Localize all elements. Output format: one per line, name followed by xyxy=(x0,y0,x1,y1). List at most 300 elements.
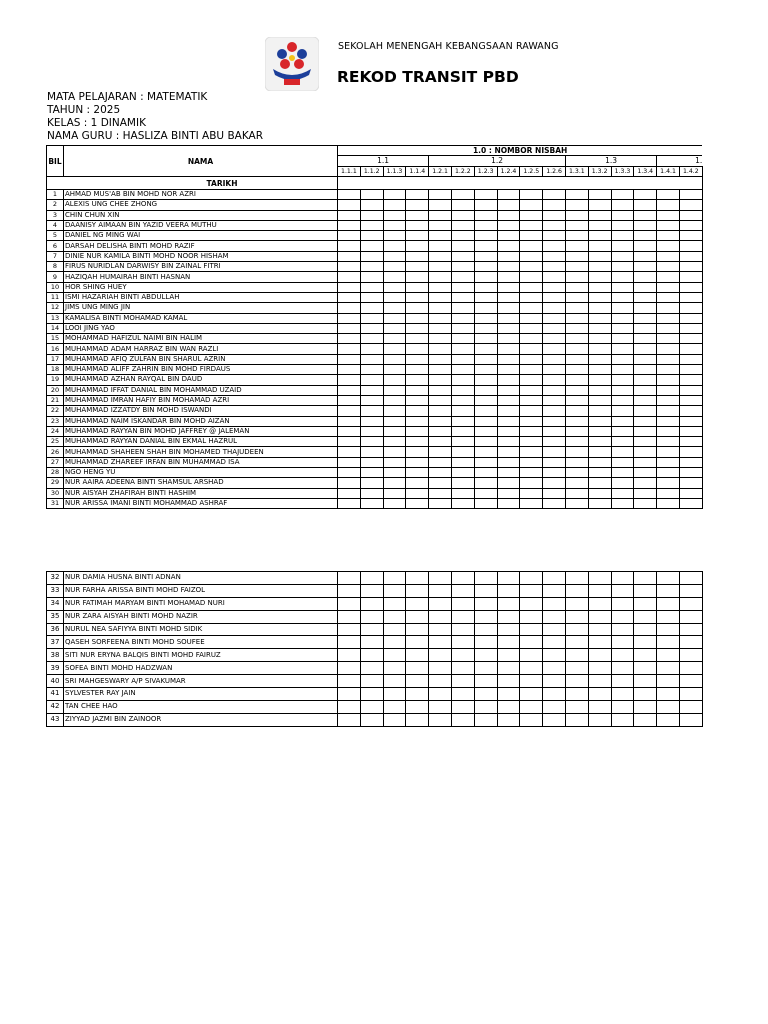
score-cell[interactable] xyxy=(474,375,497,385)
score-cell[interactable] xyxy=(520,468,543,478)
score-cell[interactable] xyxy=(634,437,657,447)
score-cell[interactable] xyxy=(657,636,680,649)
score-cell[interactable] xyxy=(520,375,543,385)
score-cell[interactable] xyxy=(406,623,429,636)
score-cell[interactable] xyxy=(565,675,588,688)
score-cell[interactable] xyxy=(383,220,406,230)
score-cell[interactable] xyxy=(406,447,429,457)
score-cell[interactable] xyxy=(383,210,406,220)
score-cell[interactable] xyxy=(474,649,497,662)
score-cell[interactable] xyxy=(520,597,543,610)
score-cell[interactable] xyxy=(679,344,702,354)
score-cell[interactable] xyxy=(406,468,429,478)
score-cell[interactable] xyxy=(611,675,634,688)
score-cell[interactable] xyxy=(657,468,680,478)
score-cell[interactable] xyxy=(520,200,543,210)
score-cell[interactable] xyxy=(679,385,702,395)
score-cell[interactable] xyxy=(611,457,634,467)
score-cell[interactable] xyxy=(338,272,361,282)
score-cell[interactable] xyxy=(611,406,634,416)
score-cell[interactable] xyxy=(565,365,588,375)
score-cell[interactable] xyxy=(565,468,588,478)
score-cell[interactable] xyxy=(657,597,680,610)
score-cell[interactable] xyxy=(451,649,474,662)
score-cell[interactable] xyxy=(474,662,497,675)
score-cell[interactable] xyxy=(679,190,702,200)
score-cell[interactable] xyxy=(634,272,657,282)
score-cell[interactable] xyxy=(451,344,474,354)
score-cell[interactable] xyxy=(634,303,657,313)
score-cell[interactable] xyxy=(657,323,680,333)
score-cell[interactable] xyxy=(360,190,383,200)
score-cell[interactable] xyxy=(429,468,452,478)
score-cell[interactable] xyxy=(588,623,611,636)
score-cell[interactable] xyxy=(588,334,611,344)
score-cell[interactable] xyxy=(497,200,520,210)
score-cell[interactable] xyxy=(497,610,520,623)
score-cell[interactable] xyxy=(406,365,429,375)
score-cell[interactable] xyxy=(588,313,611,323)
score-cell[interactable] xyxy=(679,437,702,447)
score-cell[interactable] xyxy=(588,584,611,597)
score-cell[interactable] xyxy=(611,190,634,200)
score-cell[interactable] xyxy=(634,262,657,272)
score-cell[interactable] xyxy=(520,700,543,713)
score-cell[interactable] xyxy=(474,498,497,508)
score-cell[interactable] xyxy=(679,498,702,508)
score-cell[interactable] xyxy=(360,416,383,426)
score-cell[interactable] xyxy=(679,365,702,375)
score-cell[interactable] xyxy=(611,572,634,585)
score-cell[interactable] xyxy=(679,662,702,675)
score-cell[interactable] xyxy=(679,334,702,344)
score-cell[interactable] xyxy=(406,334,429,344)
score-cell[interactable] xyxy=(360,272,383,282)
score-cell[interactable] xyxy=(360,437,383,447)
score-cell[interactable] xyxy=(634,688,657,701)
score-cell[interactable] xyxy=(611,241,634,251)
score-cell[interactable] xyxy=(611,303,634,313)
score-cell[interactable] xyxy=(657,498,680,508)
score-cell[interactable] xyxy=(406,498,429,508)
score-cell[interactable] xyxy=(679,636,702,649)
score-cell[interactable] xyxy=(383,334,406,344)
score-cell[interactable] xyxy=(565,572,588,585)
score-cell[interactable] xyxy=(520,395,543,405)
score-cell[interactable] xyxy=(565,334,588,344)
score-cell[interactable] xyxy=(611,597,634,610)
score-cell[interactable] xyxy=(543,447,566,457)
score-cell[interactable] xyxy=(565,385,588,395)
score-cell[interactable] xyxy=(611,437,634,447)
score-cell[interactable] xyxy=(451,468,474,478)
score-cell[interactable] xyxy=(383,365,406,375)
score-cell[interactable] xyxy=(679,231,702,241)
score-cell[interactable] xyxy=(451,488,474,498)
score-cell[interactable] xyxy=(451,303,474,313)
score-cell[interactable] xyxy=(611,713,634,726)
score-cell[interactable] xyxy=(611,610,634,623)
score-cell[interactable] xyxy=(474,365,497,375)
score-cell[interactable] xyxy=(383,688,406,701)
score-cell[interactable] xyxy=(588,292,611,302)
score-cell[interactable] xyxy=(360,649,383,662)
score-cell[interactable] xyxy=(497,468,520,478)
score-cell[interactable] xyxy=(634,395,657,405)
score-cell[interactable] xyxy=(474,200,497,210)
score-cell[interactable] xyxy=(474,597,497,610)
score-cell[interactable] xyxy=(657,649,680,662)
score-cell[interactable] xyxy=(360,241,383,251)
score-cell[interactable] xyxy=(338,354,361,364)
score-cell[interactable] xyxy=(497,262,520,272)
score-cell[interactable] xyxy=(406,354,429,364)
score-cell[interactable] xyxy=(474,210,497,220)
score-cell[interactable] xyxy=(657,365,680,375)
score-cell[interactable] xyxy=(360,468,383,478)
score-cell[interactable] xyxy=(474,354,497,364)
score-cell[interactable] xyxy=(406,303,429,313)
score-cell[interactable] xyxy=(611,210,634,220)
score-cell[interactable] xyxy=(338,241,361,251)
score-cell[interactable] xyxy=(679,488,702,498)
score-cell[interactable] xyxy=(543,231,566,241)
score-cell[interactable] xyxy=(360,610,383,623)
score-cell[interactable] xyxy=(429,478,452,488)
score-cell[interactable] xyxy=(588,437,611,447)
score-cell[interactable] xyxy=(679,292,702,302)
score-cell[interactable] xyxy=(338,675,361,688)
score-cell[interactable] xyxy=(520,344,543,354)
score-cell[interactable] xyxy=(634,584,657,597)
score-cell[interactable] xyxy=(611,323,634,333)
score-cell[interactable] xyxy=(588,649,611,662)
score-cell[interactable] xyxy=(338,623,361,636)
score-cell[interactable] xyxy=(520,210,543,220)
score-cell[interactable] xyxy=(360,700,383,713)
score-cell[interactable] xyxy=(497,344,520,354)
score-cell[interactable] xyxy=(679,623,702,636)
score-cell[interactable] xyxy=(429,700,452,713)
score-cell[interactable] xyxy=(611,200,634,210)
score-cell[interactable] xyxy=(679,713,702,726)
score-cell[interactable] xyxy=(451,478,474,488)
score-cell[interactable] xyxy=(679,313,702,323)
score-cell[interactable] xyxy=(383,375,406,385)
score-cell[interactable] xyxy=(634,292,657,302)
score-cell[interactable] xyxy=(338,375,361,385)
score-cell[interactable] xyxy=(657,488,680,498)
score-cell[interactable] xyxy=(657,282,680,292)
score-cell[interactable] xyxy=(565,416,588,426)
score-cell[interactable] xyxy=(429,375,452,385)
score-cell[interactable] xyxy=(588,416,611,426)
score-cell[interactable] xyxy=(474,416,497,426)
score-cell[interactable] xyxy=(657,395,680,405)
score-cell[interactable] xyxy=(429,220,452,230)
score-cell[interactable] xyxy=(657,700,680,713)
score-cell[interactable] xyxy=(360,597,383,610)
score-cell[interactable] xyxy=(588,190,611,200)
score-cell[interactable] xyxy=(634,498,657,508)
score-cell[interactable] xyxy=(474,292,497,302)
score-cell[interactable] xyxy=(360,584,383,597)
score-cell[interactable] xyxy=(451,584,474,597)
score-cell[interactable] xyxy=(451,447,474,457)
score-cell[interactable] xyxy=(679,675,702,688)
score-cell[interactable] xyxy=(543,700,566,713)
score-cell[interactable] xyxy=(338,220,361,230)
score-cell[interactable] xyxy=(497,334,520,344)
score-cell[interactable] xyxy=(588,610,611,623)
score-cell[interactable] xyxy=(360,365,383,375)
score-cell[interactable] xyxy=(588,251,611,261)
score-cell[interactable] xyxy=(406,584,429,597)
score-cell[interactable] xyxy=(611,447,634,457)
score-cell[interactable] xyxy=(497,220,520,230)
score-cell[interactable] xyxy=(543,457,566,467)
score-cell[interactable] xyxy=(429,662,452,675)
score-cell[interactable] xyxy=(543,303,566,313)
score-cell[interactable] xyxy=(406,649,429,662)
score-cell[interactable] xyxy=(611,344,634,354)
score-cell[interactable] xyxy=(588,426,611,436)
score-cell[interactable] xyxy=(611,478,634,488)
score-cell[interactable] xyxy=(588,323,611,333)
score-cell[interactable] xyxy=(451,251,474,261)
score-cell[interactable] xyxy=(383,272,406,282)
score-cell[interactable] xyxy=(588,675,611,688)
score-cell[interactable] xyxy=(383,636,406,649)
score-cell[interactable] xyxy=(429,385,452,395)
score-cell[interactable] xyxy=(429,313,452,323)
score-cell[interactable] xyxy=(497,395,520,405)
score-cell[interactable] xyxy=(634,662,657,675)
score-cell[interactable] xyxy=(497,416,520,426)
score-cell[interactable] xyxy=(520,251,543,261)
score-cell[interactable] xyxy=(657,251,680,261)
score-cell[interactable] xyxy=(520,262,543,272)
score-cell[interactable] xyxy=(451,354,474,364)
score-cell[interactable] xyxy=(588,688,611,701)
score-cell[interactable] xyxy=(451,623,474,636)
score-cell[interactable] xyxy=(565,700,588,713)
score-cell[interactable] xyxy=(338,610,361,623)
score-cell[interactable] xyxy=(338,478,361,488)
score-cell[interactable] xyxy=(474,282,497,292)
score-cell[interactable] xyxy=(451,713,474,726)
score-cell[interactable] xyxy=(406,437,429,447)
score-cell[interactable] xyxy=(497,365,520,375)
score-cell[interactable] xyxy=(520,572,543,585)
score-cell[interactable] xyxy=(360,210,383,220)
score-cell[interactable] xyxy=(474,636,497,649)
score-cell[interactable] xyxy=(451,416,474,426)
score-cell[interactable] xyxy=(543,190,566,200)
score-cell[interactable] xyxy=(543,241,566,251)
score-cell[interactable] xyxy=(679,447,702,457)
score-cell[interactable] xyxy=(657,385,680,395)
score-cell[interactable] xyxy=(679,649,702,662)
score-cell[interactable] xyxy=(657,292,680,302)
score-cell[interactable] xyxy=(451,241,474,251)
score-cell[interactable] xyxy=(543,623,566,636)
score-cell[interactable] xyxy=(679,700,702,713)
score-cell[interactable] xyxy=(474,395,497,405)
score-cell[interactable] xyxy=(657,200,680,210)
score-cell[interactable] xyxy=(588,354,611,364)
score-cell[interactable] xyxy=(451,597,474,610)
score-cell[interactable] xyxy=(360,675,383,688)
score-cell[interactable] xyxy=(497,498,520,508)
score-cell[interactable] xyxy=(474,700,497,713)
score-cell[interactable] xyxy=(497,649,520,662)
score-cell[interactable] xyxy=(679,416,702,426)
score-cell[interactable] xyxy=(497,282,520,292)
score-cell[interactable] xyxy=(679,610,702,623)
score-cell[interactable] xyxy=(338,365,361,375)
score-cell[interactable] xyxy=(565,375,588,385)
score-cell[interactable] xyxy=(338,303,361,313)
score-cell[interactable] xyxy=(565,190,588,200)
score-cell[interactable] xyxy=(383,241,406,251)
score-cell[interactable] xyxy=(383,700,406,713)
score-cell[interactable] xyxy=(429,323,452,333)
score-cell[interactable] xyxy=(588,375,611,385)
score-cell[interactable] xyxy=(451,375,474,385)
score-cell[interactable] xyxy=(679,426,702,436)
score-cell[interactable] xyxy=(588,457,611,467)
score-cell[interactable] xyxy=(406,313,429,323)
score-cell[interactable] xyxy=(383,662,406,675)
score-cell[interactable] xyxy=(634,282,657,292)
score-cell[interactable] xyxy=(497,354,520,364)
score-cell[interactable] xyxy=(634,231,657,241)
score-cell[interactable] xyxy=(634,190,657,200)
score-cell[interactable] xyxy=(474,688,497,701)
score-cell[interactable] xyxy=(657,416,680,426)
score-cell[interactable] xyxy=(520,610,543,623)
score-cell[interactable] xyxy=(657,447,680,457)
score-cell[interactable] xyxy=(360,572,383,585)
score-cell[interactable] xyxy=(406,262,429,272)
score-cell[interactable] xyxy=(634,426,657,436)
score-cell[interactable] xyxy=(497,447,520,457)
score-cell[interactable] xyxy=(474,241,497,251)
score-cell[interactable] xyxy=(565,354,588,364)
score-cell[interactable] xyxy=(520,354,543,364)
score-cell[interactable] xyxy=(406,700,429,713)
score-cell[interactable] xyxy=(474,323,497,333)
score-cell[interactable] xyxy=(565,457,588,467)
score-cell[interactable] xyxy=(429,636,452,649)
score-cell[interactable] xyxy=(679,262,702,272)
score-cell[interactable] xyxy=(497,623,520,636)
score-cell[interactable] xyxy=(429,584,452,597)
score-cell[interactable] xyxy=(634,334,657,344)
score-cell[interactable] xyxy=(429,597,452,610)
score-cell[interactable] xyxy=(634,468,657,478)
score-cell[interactable] xyxy=(406,375,429,385)
score-cell[interactable] xyxy=(657,303,680,313)
score-cell[interactable] xyxy=(611,426,634,436)
score-cell[interactable] xyxy=(520,385,543,395)
score-cell[interactable] xyxy=(679,584,702,597)
score-cell[interactable] xyxy=(543,395,566,405)
score-cell[interactable] xyxy=(338,313,361,323)
score-cell[interactable] xyxy=(338,457,361,467)
score-cell[interactable] xyxy=(679,478,702,488)
score-cell[interactable] xyxy=(588,282,611,292)
score-cell[interactable] xyxy=(634,447,657,457)
score-cell[interactable] xyxy=(360,498,383,508)
score-cell[interactable] xyxy=(657,241,680,251)
score-cell[interactable] xyxy=(360,478,383,488)
score-cell[interactable] xyxy=(406,210,429,220)
score-cell[interactable] xyxy=(360,282,383,292)
score-cell[interactable] xyxy=(338,323,361,333)
score-cell[interactable] xyxy=(634,200,657,210)
score-cell[interactable] xyxy=(497,406,520,416)
score-cell[interactable] xyxy=(406,488,429,498)
score-cell[interactable] xyxy=(406,675,429,688)
score-cell[interactable] xyxy=(657,610,680,623)
score-cell[interactable] xyxy=(383,713,406,726)
score-cell[interactable] xyxy=(543,636,566,649)
score-cell[interactable] xyxy=(634,610,657,623)
score-cell[interactable] xyxy=(497,457,520,467)
score-cell[interactable] xyxy=(406,272,429,282)
score-cell[interactable] xyxy=(474,406,497,416)
score-cell[interactable] xyxy=(611,636,634,649)
score-cell[interactable] xyxy=(611,395,634,405)
score-cell[interactable] xyxy=(338,468,361,478)
score-cell[interactable] xyxy=(520,272,543,282)
score-cell[interactable] xyxy=(543,365,566,375)
score-cell[interactable] xyxy=(497,241,520,251)
score-cell[interactable] xyxy=(497,272,520,282)
score-cell[interactable] xyxy=(360,292,383,302)
score-cell[interactable] xyxy=(451,610,474,623)
score-cell[interactable] xyxy=(565,210,588,220)
score-cell[interactable] xyxy=(451,313,474,323)
score-cell[interactable] xyxy=(429,231,452,241)
score-cell[interactable] xyxy=(657,623,680,636)
score-cell[interactable] xyxy=(406,241,429,251)
score-cell[interactable] xyxy=(429,688,452,701)
score-cell[interactable] xyxy=(406,713,429,726)
score-cell[interactable] xyxy=(406,220,429,230)
score-cell[interactable] xyxy=(383,426,406,436)
score-cell[interactable] xyxy=(611,468,634,478)
score-cell[interactable] xyxy=(679,457,702,467)
score-cell[interactable] xyxy=(634,623,657,636)
score-cell[interactable] xyxy=(429,437,452,447)
score-cell[interactable] xyxy=(543,262,566,272)
score-cell[interactable] xyxy=(565,584,588,597)
score-cell[interactable] xyxy=(338,584,361,597)
score-cell[interactable] xyxy=(611,292,634,302)
score-cell[interactable] xyxy=(451,572,474,585)
score-cell[interactable] xyxy=(679,375,702,385)
score-cell[interactable] xyxy=(451,262,474,272)
score-cell[interactable] xyxy=(406,478,429,488)
score-cell[interactable] xyxy=(383,572,406,585)
score-cell[interactable] xyxy=(520,498,543,508)
score-cell[interactable] xyxy=(338,395,361,405)
score-cell[interactable] xyxy=(520,457,543,467)
score-cell[interactable] xyxy=(543,416,566,426)
